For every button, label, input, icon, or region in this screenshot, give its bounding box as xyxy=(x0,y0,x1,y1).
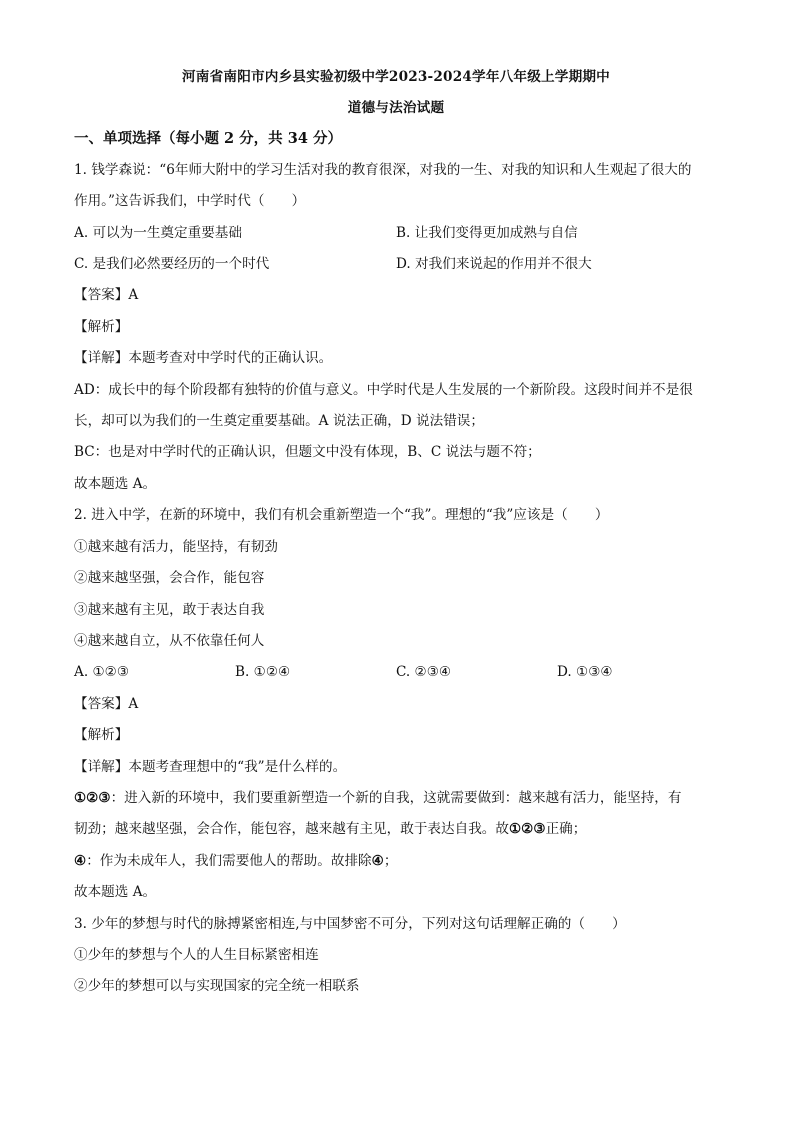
q1-option-d: D. 对我们来说起的作用并不很大 xyxy=(396,256,592,273)
question-2 xyxy=(74,500,718,908)
title-line-2: 道德与法治试题 xyxy=(347,100,445,117)
q2-para-1-text-2c: 正确； xyxy=(545,821,587,838)
q1-stem-line-2: 作用。”这告诉我们，中学时代（ ） xyxy=(74,193,306,210)
q2-para-2-prefix: ④ xyxy=(74,852,87,869)
q1-answer: 【答案】A xyxy=(74,287,139,304)
q2-para-2-ref: ④ xyxy=(371,852,384,869)
q3-item-1: ①少年的梦想与个人的人生目标紧密相连 xyxy=(74,946,319,963)
q2-para-1-ref: ①②③ xyxy=(509,821,546,838)
title-line-1: 河南省南阳市内乡县实验初级中学2023-2024学年八年级上学期期中 xyxy=(182,69,610,85)
q2-detail: 【详解】本题考查理想中的“我”是什么样的。 xyxy=(74,758,347,775)
q2-para-2-end: ； xyxy=(383,852,398,869)
q1-bc-line: BC：也是对中学时代的正确认识，但题文中没有体现，B、C 说法与题不符； xyxy=(74,444,541,461)
q1-option-a: A. 可以为一生奠定重要基础 xyxy=(74,224,242,241)
q2-option-a: A. ①②③ xyxy=(74,664,130,681)
q2-para-2-text: ：作为未成年人，我们需要他人的帮助。故排除 xyxy=(86,852,372,869)
q1-analysis-label: 【解析】 xyxy=(74,318,129,335)
q2-item-3: ③越来越有主见，敢于表达自我 xyxy=(74,601,265,618)
q2-stem: 2. 进入中学，在新的环境中，我们有机会重新塑造一个“我”。理想的“我”应该是（ ） xyxy=(74,507,609,524)
q2-conclusion: 故本题选 A。 xyxy=(74,884,157,901)
q1-options-row-1 xyxy=(74,218,718,249)
q1-option-c: C. 是我们必然要经历的一个时代 xyxy=(74,256,270,273)
q2-option-d: D. ①③④ xyxy=(557,664,613,681)
document-title xyxy=(74,62,718,125)
q1-detail: 【详解】本题考查对中学时代的正确认识。 xyxy=(74,350,333,367)
q1-conclusion: 故本题选 A。 xyxy=(74,475,157,492)
q2-option-b: B. ①②④ xyxy=(235,664,291,681)
question-1 xyxy=(74,155,718,500)
q2-answer: 【答案】A xyxy=(74,695,139,712)
q3-item-2: ②少年的梦想可以与实现国家的完全统一相联系 xyxy=(74,978,360,995)
q2-para-2 xyxy=(74,846,718,877)
q2-para-1-line-2 xyxy=(74,814,718,845)
q1-options-row-2 xyxy=(74,249,718,280)
q2-options-row xyxy=(74,657,718,688)
q2-analysis-label: 【解析】 xyxy=(74,727,129,744)
q1-ad-line-1: AD：成长中的每个阶段都有独特的价值与意义。中学时代是人生发展的一个新阶段。这段时间并不是很 xyxy=(74,381,693,398)
q3-stem: 3. 少年的梦想与时代的脉搏紧密相连,与中国梦密不可分，下列对这句话理解正确的（ ） xyxy=(74,915,626,932)
q2-item-4: ④越来越自立，从不依靠任何人 xyxy=(74,632,265,649)
q2-option-c: C. ②③④ xyxy=(396,664,452,681)
section-heading: 一、单项选择（每小题 2 分，共 34 分） xyxy=(74,129,342,147)
q1-ad-line-2: 长，却可以为我们的一生奠定重要基础。A 说法正确，D 说法错误； xyxy=(74,413,484,430)
q2-para-1-prefix: ①②③ xyxy=(74,789,111,806)
q2-para-1-text: ：进入新的环境中，我们要重新塑造一个新的自我，这就需要做到：越来越有活力，能坚持，有 xyxy=(110,789,682,806)
question-3 xyxy=(74,909,718,1003)
q2-para-1-text-2a: 韧劲；越来越坚强，会合作，能包容，越来越有主见，敢于表达自我。故 xyxy=(74,821,509,838)
q1-stem-line-1: 1. 钱学森说：“6年师大附中的学习生活对我的教育很深，对我的一生、对我的知识和人生观起了很大的 xyxy=(74,161,692,178)
q1-option-b: B. 让我们变得更加成熟与自信 xyxy=(396,224,578,241)
q2-item-1: ①越来越有活力，能坚持，有韧劲 xyxy=(74,538,278,555)
q2-item-2: ②越来越坚强，会合作，能包容 xyxy=(74,570,265,587)
q2-para-1-line-1 xyxy=(74,783,718,814)
